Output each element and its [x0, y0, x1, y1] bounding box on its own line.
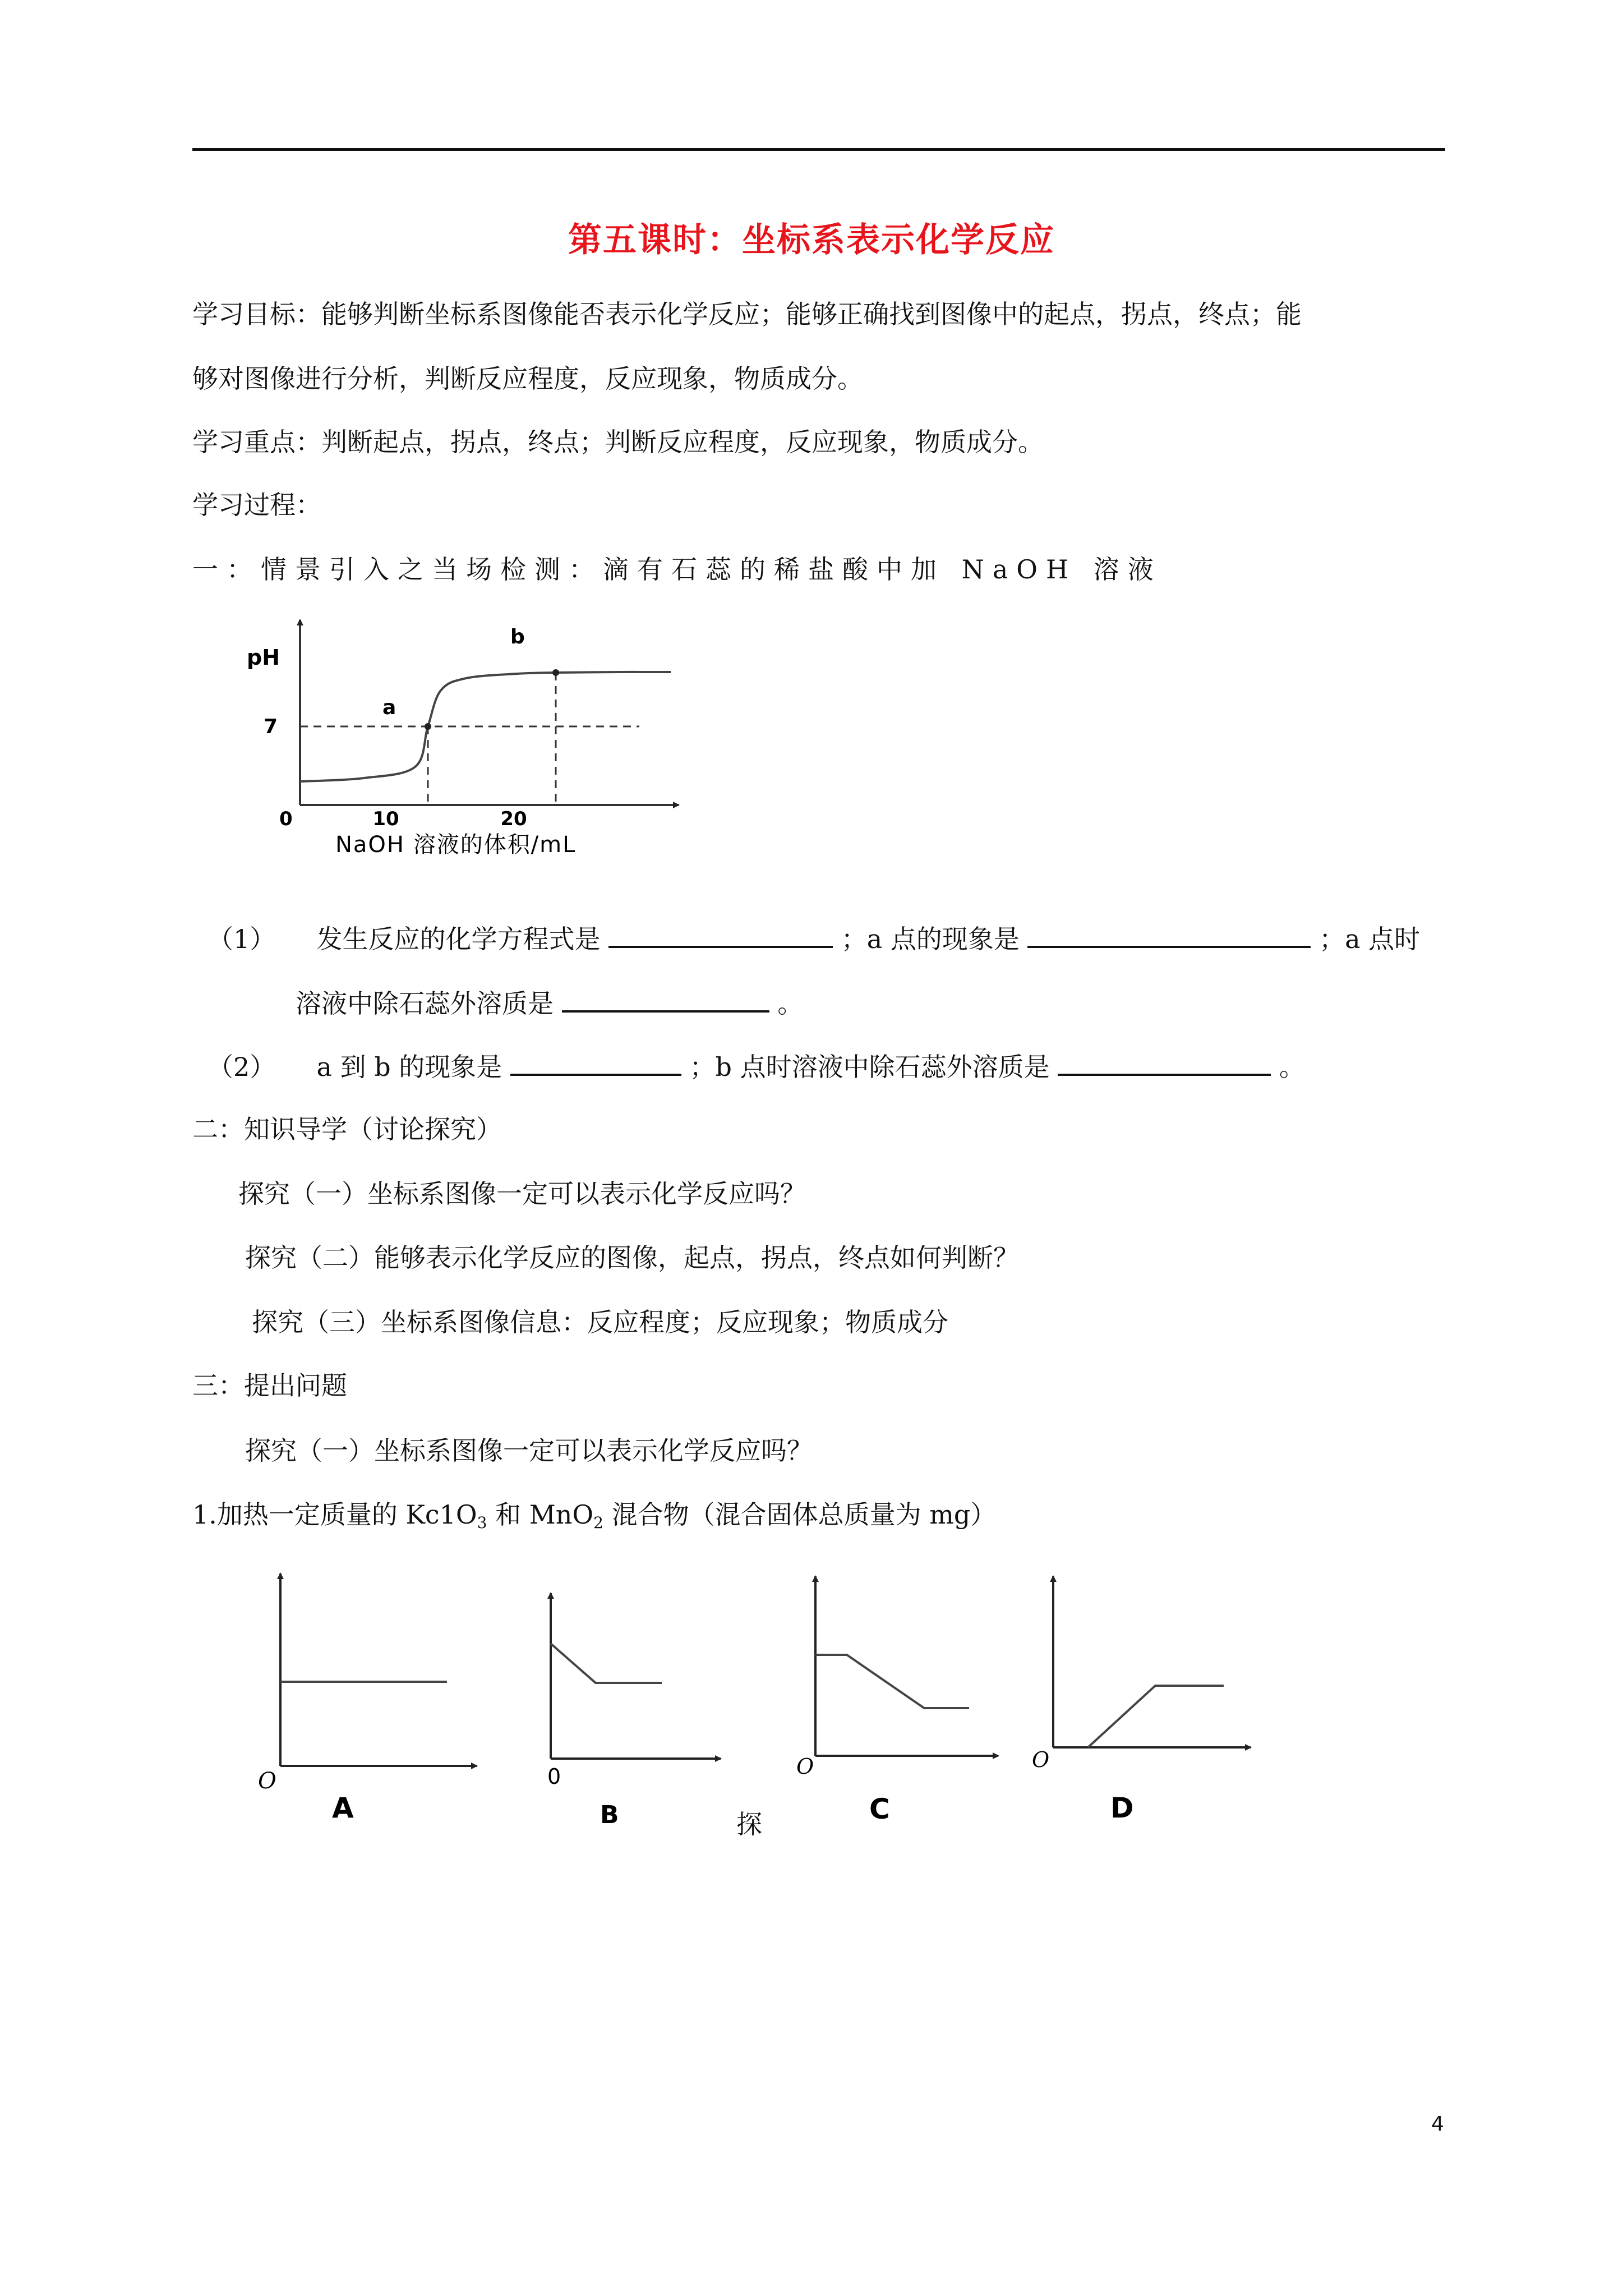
question-1-blank-equation[interactable]: [608, 920, 833, 948]
question-2-blank-solute[interactable]: [1058, 1048, 1271, 1076]
problem-1-sub-2: 2: [593, 1513, 603, 1532]
problem-1-text-b: 和 MnO: [487, 1499, 594, 1530]
graph-a-origin: O: [258, 1768, 276, 1794]
key-points: 学习重点：判断起点，拐点，终点；判断反应程度，反应现象，物质成分。: [192, 427, 1044, 457]
section1-heading: 一：情景引入之当场检测：滴有石蕊的稀盐酸中加 NaOH 溶液: [192, 554, 1162, 585]
question-2-number: （2）: [208, 1052, 276, 1082]
page-title: 第五课时：坐标系表示化学反应: [568, 220, 1055, 260]
graph-d-line: [1088, 1686, 1224, 1747]
ph-origin: 0: [279, 808, 293, 830]
problem-1-text-a: 1.加热一定质量的 Kc1O: [192, 1499, 477, 1530]
header-rule: [192, 148, 1445, 151]
graph-b-origin: 0: [547, 1764, 561, 1789]
question-2-blank-phenomenon[interactable]: [510, 1048, 681, 1076]
graph-d-origin: O: [1032, 1747, 1050, 1772]
question-1-line-2: [296, 984, 803, 1020]
graph-options: [236, 1559, 1329, 1840]
objectives-line-2: 够对图像进行分析，判断反应程度，反应现象，物质成分。: [192, 364, 863, 394]
ph-chart: [236, 614, 695, 861]
question-1-line-1: [208, 920, 1420, 956]
explore-1: 探究（一）坐标系图像一定可以表示化学反应吗？: [238, 1179, 806, 1209]
graph-a-label: A: [332, 1792, 354, 1824]
ph-point-b-label: b: [510, 625, 525, 648]
ph-chart-axes: [300, 620, 679, 805]
question-1-text-3: ；a 点时: [1319, 924, 1421, 954]
graph-a: [258, 1573, 477, 1824]
ph-points: [425, 669, 559, 730]
ph-ylabel: pH: [247, 645, 280, 670]
section2-heading: 二：知识导学（讨论探究）: [192, 1114, 502, 1144]
question-1-line-2-end: 。: [777, 988, 804, 1019]
graph-d: [1032, 1576, 1251, 1824]
page-number: 4: [1431, 2113, 1444, 2136]
graph-b-line: [551, 1644, 662, 1683]
question-1-number: （1）: [208, 924, 276, 954]
ph-point-b: [552, 669, 559, 676]
question-1-text-1: 发生反应的化学方程式是: [316, 924, 601, 954]
question-1-blank-phenomenon[interactable]: [1027, 920, 1311, 948]
ph-point-a-label: a: [382, 696, 396, 719]
question-2-text-2: ；b 点时溶液中除石蕊外溶质是: [689, 1052, 1050, 1082]
explore-2: 探究（二）能够表示化学反应的图像，起点，拐点，终点如何判断？: [245, 1243, 1019, 1273]
graph-c: [796, 1576, 998, 1825]
objectives-line-1: 学习目标：能够判断坐标系图像能否表示化学反应；能够正确找到图像中的起点，拐点，终点；能: [192, 299, 1302, 329]
graph-d-label: D: [1110, 1792, 1134, 1824]
explore-3: 探究（三）坐标系图像信息：反应程度；反应现象；物质成分: [252, 1307, 948, 1337]
question-2-line: [208, 1048, 1305, 1084]
question-2-text-1: a 到 b 的现象是: [316, 1052, 502, 1082]
ph-point-a: [425, 723, 431, 730]
ph-y-tick-7: 7: [264, 715, 278, 738]
problem-1-sub-1: 3: [477, 1513, 487, 1532]
question-2-text-3: 。: [1279, 1052, 1305, 1082]
ph-xlabel: NaOH 溶液的体积/mL: [335, 832, 577, 858]
stray-character: 探: [736, 1809, 762, 1839]
problem-1-text-c: 混合物（混合固体总质量为 mg）: [603, 1499, 997, 1530]
problem-1: [192, 1498, 996, 1540]
graph-c-line: [815, 1655, 969, 1708]
graph-c-origin: O: [796, 1754, 814, 1779]
question-1-blank-solute[interactable]: [562, 984, 769, 1013]
section3-heading: 三：提出问题: [192, 1370, 347, 1401]
ph-x-tick-10: 10: [372, 808, 399, 830]
process-heading: 学习过程：: [192, 490, 321, 520]
explore-1-repeat: 探究（一）坐标系图像一定可以表示化学反应吗？: [245, 1435, 813, 1466]
graph-b: [547, 1593, 721, 1829]
ph-guide-lines: [300, 673, 639, 805]
ph-x-tick-20: 20: [500, 808, 527, 830]
graph-c-label: C: [869, 1793, 890, 1825]
graph-b-label: B: [600, 1801, 619, 1829]
question-1-line-2-text: 溶液中除石蕊外溶质是: [296, 988, 554, 1019]
question-1-text-2: ；a 点的现象是: [841, 924, 1020, 954]
